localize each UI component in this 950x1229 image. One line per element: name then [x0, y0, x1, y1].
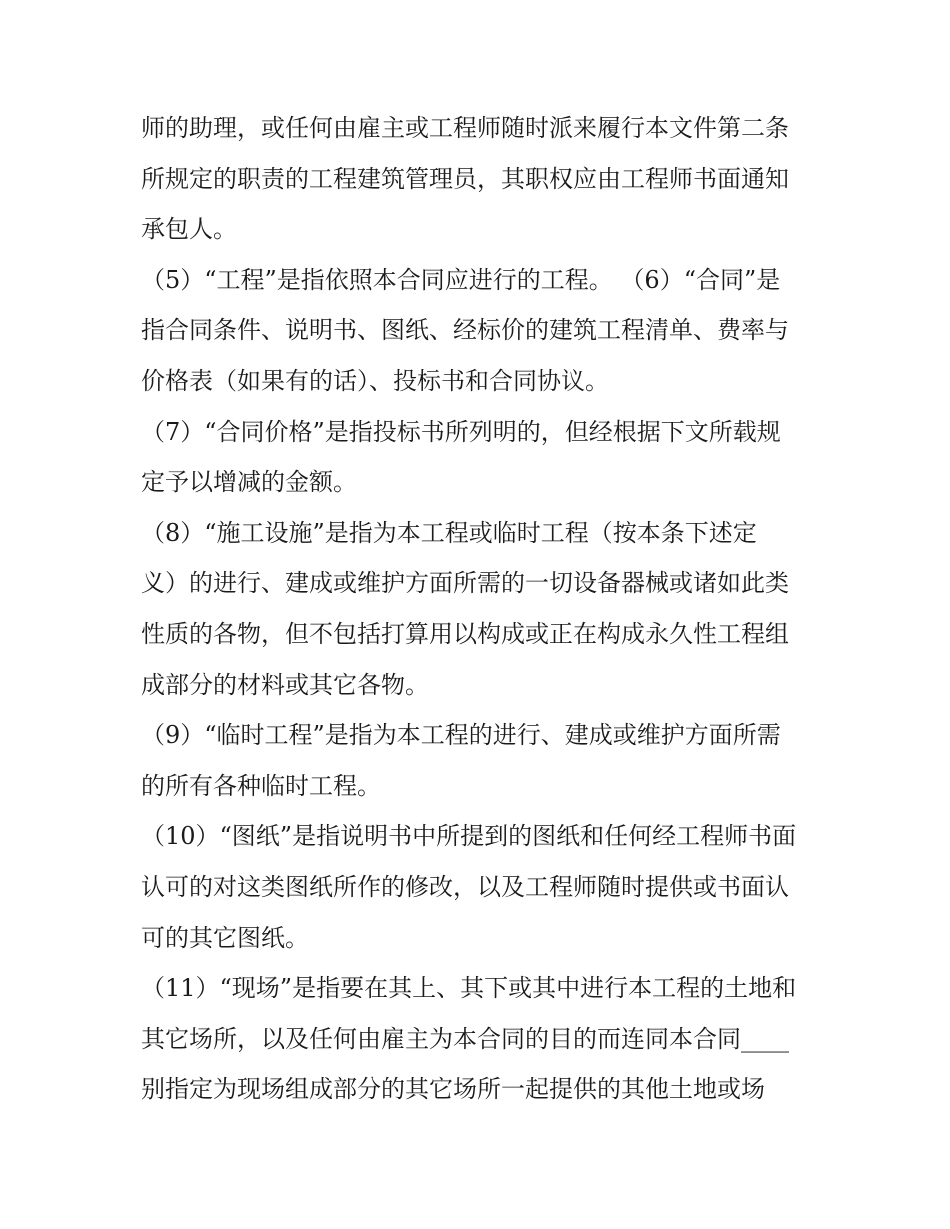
- text-line: 定予以增减的金额。: [141, 468, 357, 497]
- text-line: 师的助理，或任何由雇主或工程师随时派来履行本文件第二条: [141, 114, 789, 142]
- text-line: （11）“现场”是指要在其上、其下或其中进行本工程的土地和: [141, 974, 797, 1003]
- text-line: 价格表（如果有的话）、投标书和合同协议。: [141, 366, 609, 395]
- text-line: 可的其它图纸。: [141, 923, 309, 952]
- text-line: 性质的各物，但不包括打算用以构成或正在构成永久性工程组: [141, 619, 789, 648]
- text-line: （8）“施工设施”是指为本工程或临时工程（按本条下述定: [141, 518, 757, 547]
- text-line: 其它场所，以及任何由雇主为本合同的目的而连同本合同____: [141, 1024, 789, 1053]
- text-line: 成部分的材料或其它各物。: [141, 670, 429, 699]
- text-line: 别指定为现场组成部分的其它场所一起提供的其他土地或场: [141, 1075, 765, 1104]
- text-line: （10）“图纸”是指说明书中所提到的图纸和任何经工程师书面: [141, 822, 797, 851]
- text-line: 所规定的职责的工程建筑管理员，其职权应由工程师书面通知: [141, 164, 789, 193]
- text-line: 义）的进行、建成或维护方面所需的一切设备器械或诸如此类: [141, 569, 789, 598]
- text-line: （7）“合同价格”是指投标书所列明的，但经根据下文所载规: [141, 417, 781, 446]
- body-text: [141, 103, 821, 1115]
- text-line: （9）“临时工程”是指为本工程的进行、建成或维护方面所需: [141, 721, 781, 750]
- text-line: 指合同条件、说明书、图纸、经标价的建筑工程清单、费率与: [141, 316, 789, 345]
- text-line: （5）“工程”是指依照本合同应进行的工程。 （6）“合同”是: [141, 265, 781, 294]
- text-line: 的所有各种临时工程。: [141, 771, 381, 800]
- text-line: 承包人。: [141, 215, 237, 244]
- text-line: 认可的对这类图纸所作的修改，以及工程师随时提供或书面认: [141, 872, 789, 901]
